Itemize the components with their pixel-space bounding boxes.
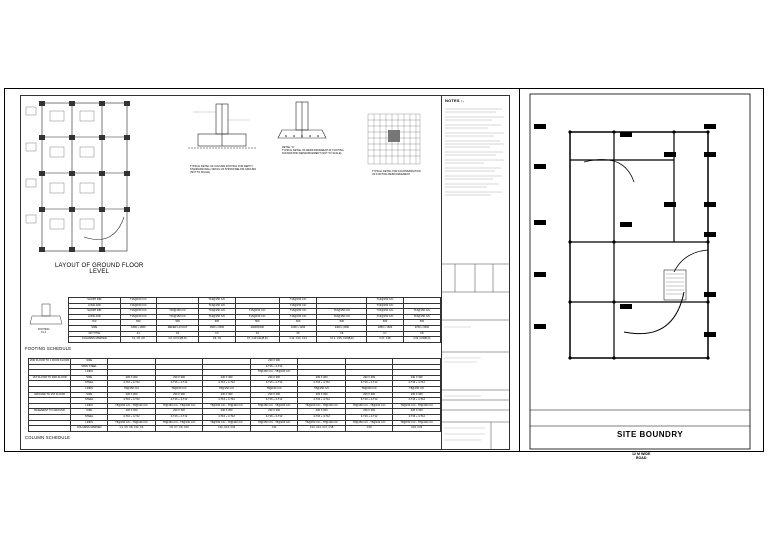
column-cell: 230 X 300 — [393, 392, 441, 398]
column-cell: 4-T16 + 4-T12 — [155, 414, 203, 420]
footing-row-label: SHORT DIR — [69, 298, 121, 304]
column-row-group: GROUND TO 1ST FLOOR — [29, 392, 71, 398]
footing-row-label: LONG DIR — [69, 303, 121, 309]
column-schedule-title: COLUMN SCHEDULE — [25, 435, 71, 440]
footing-cell: C6, C9 — [199, 337, 235, 343]
footing-cell: 500 — [317, 320, 367, 326]
column-cell: 230 X 300 — [203, 392, 251, 398]
footing-cell: F1 — [120, 331, 156, 337]
column-row-label: SIZE — [71, 409, 108, 415]
footing-cell: T16@150 C/C — [120, 314, 156, 320]
footing-grid-detail — [366, 112, 422, 166]
column-cell: T8@150 C/C — [393, 386, 441, 392]
footing-cell: C1.1, C15, C16(B,D) — [317, 337, 367, 343]
road-label — [632, 452, 650, 461]
column-row-group — [29, 426, 71, 432]
column-cell: 4-T16 + 4-T12 — [108, 398, 156, 404]
footing-cell: C17, C18 — [367, 337, 403, 343]
footing-cell: F2 — [157, 331, 199, 337]
column-cell: T8@150 C/C - T8@100 C/C — [345, 403, 393, 409]
footing-cell: C12, C13, C14 — [279, 337, 316, 343]
footing-cell: 500 — [403, 320, 440, 326]
footing-cell: T16@150 C/C — [157, 314, 199, 320]
column-cell: 4-T16 + 4-T12 — [393, 398, 441, 404]
column-cell: 4-T16 + 4-T12 — [108, 414, 156, 420]
column-row — [29, 426, 441, 432]
column-row-label: STEEL — [71, 414, 108, 420]
column-cell: T8@150 C/C - T8@100 C/C — [298, 420, 346, 426]
column-cell: 230 X 300 — [345, 409, 393, 415]
column-cell: 230 X 300 — [345, 375, 393, 381]
column-cell: 230 X 300 — [203, 375, 251, 381]
column-cell: 4-T16 + 4-T12 — [345, 398, 393, 404]
column-row-group: 1ST FLOOR TO 2ND FLOOR — [29, 375, 71, 381]
column-cell: 4-T16 + 4-T12 — [203, 414, 251, 420]
column-row-label: SIZE — [71, 392, 108, 398]
ground-floor-layout — [24, 97, 134, 257]
column-cell: T8@150 C/C - T8@100 C/C — [250, 420, 298, 426]
footing-cell: 600 — [279, 320, 316, 326]
column-row-label: SIZE — [71, 359, 108, 365]
footing-side-label: FOOTING F1-1 — [38, 328, 50, 335]
column-cell: 230 X 300 — [108, 392, 156, 398]
footing-cell: T16@150 C/C — [235, 309, 279, 315]
column-row-label: COLUMNS MARKED — [71, 426, 108, 432]
footing-cell: T16@150 C/C — [403, 314, 440, 320]
column-cell: T8@150 C/C - T8@100 C/C — [393, 403, 441, 409]
footing-cell: 1500 x 1500 — [199, 325, 235, 331]
column-cell: 4-T16 + 4-T12 — [203, 381, 251, 387]
column-cell: 230 X 300 — [250, 359, 298, 365]
column-cell: 4-T16 + 4-T12 — [298, 381, 346, 387]
footing-cell: T16@150 C/C — [199, 309, 235, 315]
footing-cell: T16@150 C/C — [279, 309, 316, 315]
column-cell: 4-T16 + 4-T12 — [345, 414, 393, 420]
footing-cell: 1200 x 1200 — [279, 325, 316, 331]
column-row-label: LINKS — [71, 420, 108, 426]
column-cell: 230 X 300 — [155, 409, 203, 415]
column-cell: T8@150 C/C - T8@100 C/C — [250, 403, 298, 409]
footing-cell: T16@150 C/C — [317, 309, 367, 315]
column-row-label: LINKS — [71, 386, 108, 392]
footing-cell: C1, C5, C8 — [120, 337, 156, 343]
footing-cell: T16@150 C/C — [367, 314, 403, 320]
site-plan — [524, 92, 764, 452]
column-row-label: SIZE — [71, 375, 108, 381]
footing-cell: F7 — [367, 331, 403, 337]
column-row-group: BASEMENT TO GROUND — [29, 409, 71, 415]
column-cell: C19 — [345, 426, 393, 432]
column-cell: T8@150 C/C - T8@100 C/C — [203, 403, 251, 409]
road-label-line2: ROAD — [635, 456, 647, 461]
footing-cell: T16@150 C/C — [157, 309, 199, 315]
column-cell: C13, C14, C17, C18 — [298, 426, 346, 432]
column-cell: 230 X 300 — [345, 392, 393, 398]
column-cell: T8@150 C/C — [298, 386, 346, 392]
detail-caption-3: TYPICAL DETAIL FOR ACCOMMODATION OF FOOTING REINFORCEMENT — [372, 170, 421, 177]
column-cell: 230 X 300 — [155, 375, 203, 381]
column-cell: T8@150 C/C - T8@100 C/C — [108, 420, 156, 426]
column-cell: C1, C5, C8, C12, C6 — [108, 426, 156, 432]
column-cell: 230 X 300 — [108, 409, 156, 415]
column-row-label: STEEL — [71, 381, 108, 387]
column-cell: 230 X 300 — [393, 375, 441, 381]
column-cell: 4-T16 + 4-T12 — [393, 414, 441, 420]
footing-cell: 600 — [367, 320, 403, 326]
footing-cell: C19, C20(B,D) — [403, 337, 440, 343]
footing-row-label: NO TYPE — [69, 331, 121, 337]
column-cell: 4-T16 + 4-T12 — [298, 398, 346, 404]
site-boundary-title: SITE BOUNDRY — [617, 430, 684, 439]
footing-cell: 600 — [199, 320, 235, 326]
column-schedule-table — [28, 358, 441, 432]
footing-cell: T16@150 C/C — [279, 298, 316, 304]
column-cell: T8@150 C/C — [203, 386, 251, 392]
column-cell: T8@150 C/C — [250, 386, 298, 392]
column-cell: 230 X 300 — [203, 409, 251, 415]
footing-cell: 2400 x 1500 — [317, 325, 367, 331]
layout-title — [55, 263, 144, 275]
footing-cell: T16@150 C/C — [403, 309, 440, 315]
column-cell: 230 X 300 — [250, 409, 298, 415]
footing-cell: F6 — [317, 331, 367, 337]
layout-title-line2: LEVEL — [89, 269, 110, 275]
column-cell: 4-T16 + 4-T12 — [155, 398, 203, 404]
column-cell: 230 X 300 — [298, 392, 346, 398]
column-cell: T8@150 C/C - T8@100 C/C — [345, 420, 393, 426]
footing-cell: F5 — [279, 331, 316, 337]
column-cell: T8@150 C/C - T8@100 C/C — [250, 370, 298, 376]
column-cell: T8@150 C/C — [108, 386, 156, 392]
footing-cell: REFER LAYOUT — [157, 325, 199, 331]
footing-cell: T16@150 C/C — [367, 309, 403, 315]
footing-cell: T16@150 C/C — [279, 303, 316, 309]
column-cell: C12, C13, C16 — [203, 426, 251, 432]
column-row-label: LINKS — [71, 370, 108, 376]
footing-cell: 2700 x 1500 — [403, 325, 440, 331]
footing-cell: T16@150 C/C — [120, 298, 156, 304]
road-label-line1: 12 M WIDE — [632, 452, 651, 456]
footing-cell: 500 — [235, 320, 279, 326]
column-cell: T8@150 C/C - T8@100 C/C — [108, 403, 156, 409]
column-cell: T8@150 C/C - T8@100 C/C — [393, 420, 441, 426]
footing-row — [69, 337, 441, 343]
footing-cell: T16@150 C/C — [367, 298, 403, 304]
column-cell: 230 X 300 — [108, 375, 156, 381]
column-cell: 230 X 300 — [298, 409, 346, 415]
column-cell: 4-T16 + 4-T12 — [345, 381, 393, 387]
footing-cell: T16@150 C/C — [235, 314, 279, 320]
column-footing-detail — [188, 102, 258, 162]
column-row-label: MAIN STEEL — [71, 364, 108, 370]
footing-row-label: COLUMNS MARKED — [69, 337, 121, 343]
notes-text-lines — [444, 106, 508, 216]
footing-cell: T16@150 C/C — [199, 314, 235, 320]
footing-cell: F4 — [235, 331, 279, 337]
footing-cell: 500 — [157, 320, 199, 326]
footing-cell: F3 — [199, 331, 235, 337]
footing-schedule-table — [68, 297, 441, 343]
column-cell: 4-T16 + 4-T12 — [250, 414, 298, 420]
column-cell: 230 X 300 — [393, 409, 441, 415]
column-cell: 4-T16 + 4-T12 — [393, 381, 441, 387]
column-cell: T8@150 C/C - T8@100 C/C — [298, 403, 346, 409]
detail-caption-1: TYPICAL DETAIL OF COLUMN FOOTING FOR DEPTH STANDARD WALL DETAIL OF SHOWN BELOW GROUND (NOT TO SCALE) — [190, 165, 257, 175]
footing-row-label: SHORT DIR — [69, 309, 121, 315]
column-cell: 230 X 300 — [298, 375, 346, 381]
column-cell: C11 — [250, 426, 298, 432]
column-cell: 230 X 300 — [250, 392, 298, 398]
column-cell: T8@150 C/C - T8@100 C/C — [155, 420, 203, 426]
column-cell: 4-T16 + 4-T12 — [298, 414, 346, 420]
column-cell: 4-T16 + 4-T12 — [250, 381, 298, 387]
column-cell: 4-T16 + 4-T12 — [250, 398, 298, 404]
column-cell: C6, C7, C9, C10 — [155, 426, 203, 432]
sheet-divider — [519, 88, 520, 452]
column-cell: 4-T16 + 4-T12 — [108, 381, 156, 387]
column-row-group: 2ND FLOOR TO 1 ROOF FLOOR — [29, 359, 71, 365]
column-cell: C19, C20 — [393, 426, 441, 432]
footing-cell: F8 — [403, 331, 440, 337]
footing-row-label: LONG DIR — [69, 314, 121, 320]
column-row-label: STEEL — [71, 398, 108, 404]
layout-title-line1: LAYOUT OF GROUND FLOOR — [55, 263, 144, 269]
column-cell: 4-T16 + 4-T12 — [250, 364, 298, 370]
column-cell: 4-T16 + 4-T12 — [155, 381, 203, 387]
footing-cell: T16@150 C/C — [199, 298, 235, 304]
footing-cell: T16@150 C/C — [279, 314, 316, 320]
footing-cell: 2400X1500 — [235, 325, 279, 331]
column-cell: 230 X 300 — [155, 392, 203, 398]
column-cell: 230 X 300 — [250, 375, 298, 381]
footing-schedule-title: FOOTING SCHEDULE — [25, 346, 72, 351]
reinforcement-detail — [272, 100, 334, 146]
footing-cell: T16@150 C/C — [317, 314, 367, 320]
notes-title: NOTES :- — [445, 98, 465, 103]
column-cell: 4-T16 + 4-T12 — [203, 398, 251, 404]
column-cell: T8@150 C/C - T8@100 C/C — [203, 420, 251, 426]
column-cell: T8@150 C/C — [155, 386, 203, 392]
column-cell: T8@150 C/C — [345, 386, 393, 392]
footing-cell: T16@150 C/C — [120, 309, 156, 315]
footing-cell: C7, C10 C11(B,D) — [235, 337, 279, 343]
footing-cell: T16@150 C/C — [367, 303, 403, 309]
footing-row-label: SIZE — [69, 325, 121, 331]
footing-cell: T16@150 C/C — [199, 303, 235, 309]
footing-cell: T16@150 C/C — [120, 303, 156, 309]
column-cell: T8@150 C/C - T8@100 C/C — [155, 403, 203, 409]
footing-cell: 1800 x 1500 — [367, 325, 403, 331]
column-row-label: LINKS — [71, 403, 108, 409]
footing-cell: C2, C3 C4(B,D) — [157, 337, 199, 343]
footing-cell: 600 — [120, 320, 156, 326]
detail-caption-2: DETAIL "A" TYPICAL DETAIL OF REINFORCEMENT AT FOOTING FOUNDATION REINFORCEMENT (NOT TO SCALE) — [282, 146, 344, 156]
title-block — [441, 262, 510, 450]
footing-cell: 1800 x 1800 — [120, 325, 156, 331]
footing-row-label: D/d — [69, 320, 121, 326]
